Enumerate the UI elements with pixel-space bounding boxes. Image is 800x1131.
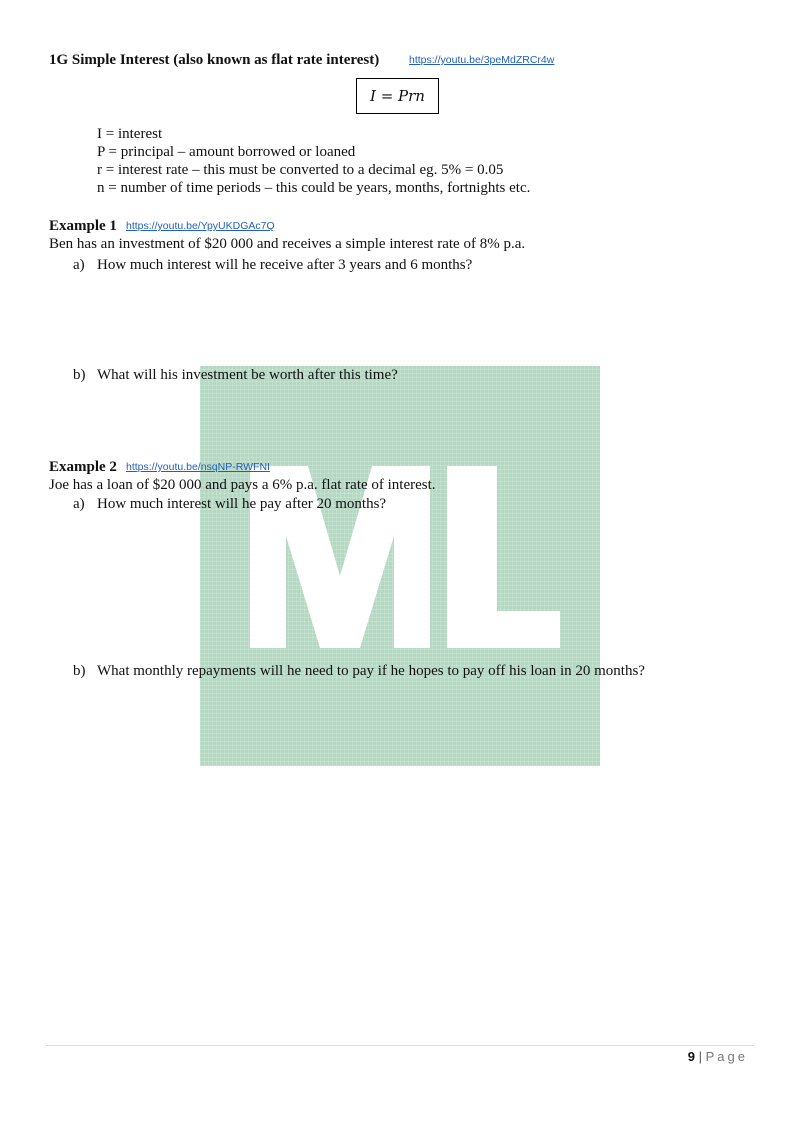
formula-text: I = Prn	[370, 87, 425, 105]
page-footer	[688, 1049, 748, 1064]
example2-part-a-marker: a)	[73, 496, 85, 512]
definition-periods: n = number of time periods – this could be years, months, fortnights etc.	[97, 180, 531, 196]
definition-principal: P = principal – amount borrowed or loaned	[97, 144, 356, 160]
example1-title: Example 1	[49, 218, 117, 234]
example1-video-link[interactable]: https://youtu.be/YpyUKDGAc7Q	[126, 220, 275, 232]
page-label: Page	[705, 1049, 748, 1064]
example1-part-b-marker: b)	[73, 367, 86, 383]
formula-box	[356, 78, 439, 114]
example2-part-b-marker: b)	[73, 663, 86, 679]
example1-part-a-marker: a)	[73, 257, 85, 273]
definition-rate: r = interest rate – this must be converted to a decimal eg. 5% = 0.05	[97, 162, 504, 178]
example2-video-link[interactable]: https://youtu.be/nsqNP-RWFNI	[126, 461, 270, 473]
example1-part-b: What will his investment be worth after this time?	[97, 367, 398, 383]
section-heading: 1G Simple Interest (also known as flat rate interest)	[49, 52, 380, 68]
page-number: 9	[687, 1049, 695, 1064]
example2-part-b: What monthly repayments will he need to pay if he hopes to pay off his loan in 20 months?	[97, 663, 645, 679]
example1-part-a: How much interest will he receive after 3 years and 6 months?	[97, 257, 473, 273]
example1-statement: Ben has an investment of $20 000 and receives a simple interest rate of 8% p.a.	[49, 236, 526, 252]
section-video-link[interactable]: https://youtu.be/3peMdZRCr4w	[409, 54, 555, 66]
page-separator: |	[698, 1049, 702, 1064]
example2-part-a: How much interest will he pay after 20 months?	[97, 496, 387, 512]
definition-interest: I = interest	[97, 126, 163, 142]
example2-title: Example 2	[49, 459, 117, 475]
example2-statement: Joe has a loan of $20 000 and pays a 6% p.a. flat rate of interest.	[49, 477, 436, 493]
footer-divider	[46, 1045, 754, 1046]
